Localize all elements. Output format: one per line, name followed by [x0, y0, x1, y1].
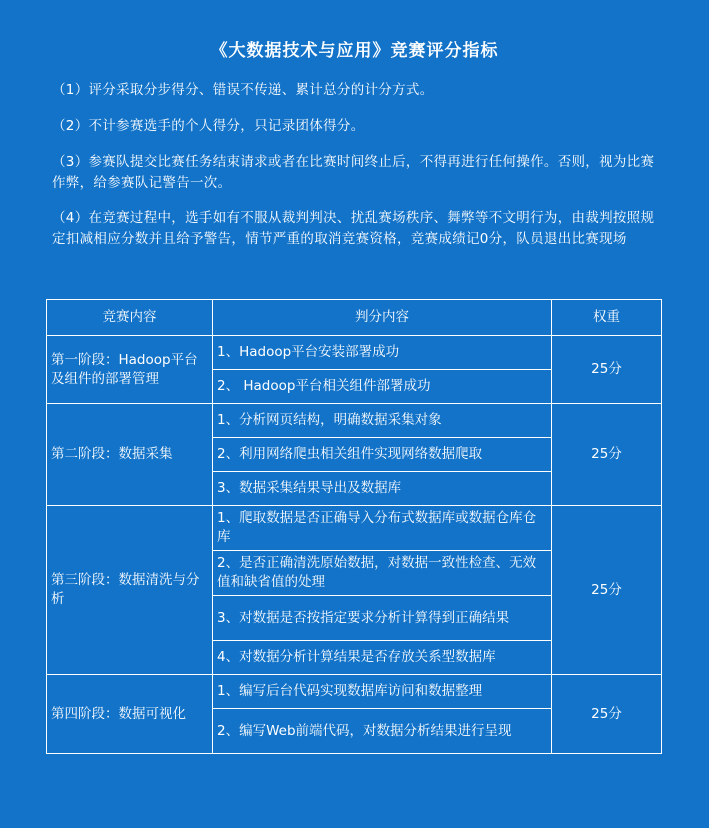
stage-2-criterion-3: 3、数据采集结果导出及数据库 — [213, 472, 552, 506]
rule-4: （4）在竞赛过程中，选手如有不服从裁判判决、扰乱赛场秩序、舞弊等不文明行为，由裁判按照规定扣减相应分数并且给予警告，情节严重的取消竞赛资格，竞赛成绩记0分，队员退出比赛现场 — [52, 210, 655, 247]
stage-2-name: 第二阶段：数据采集 — [47, 404, 213, 506]
document-title: 《大数据技术与应用》竞赛评分指标 — [210, 41, 499, 61]
stage-3-criterion-3: 3、对数据是否按指定要求分析计算得到正确结果 — [213, 596, 552, 641]
stage-1-criterion-2: 2、 Hadoop平台相关组件部署成功 — [213, 370, 552, 404]
header-competition-content: 竞赛内容 — [47, 300, 213, 336]
table-row — [47, 675, 662, 709]
table-row — [47, 336, 662, 370]
rule-1: （1）评分采取分步得分、错误不传递、累计总分的计分方式。 — [52, 82, 434, 98]
stage-1-criterion-1: 1、Hadoop平台安装部署成功 — [213, 336, 552, 370]
stage-4-criterion-1: 1、编写后台代码实现数据库访问和数据整理 — [213, 675, 552, 709]
stage-2-weight: 25分 — [552, 404, 662, 506]
stage-1-weight: 25分 — [552, 336, 662, 404]
stage-4-name: 第四阶段：数据可视化 — [47, 675, 213, 754]
header-scoring-content: 判分内容 — [213, 300, 552, 336]
table-row — [47, 506, 662, 551]
scoring-table — [46, 299, 662, 754]
stage-2-criterion-1: 1、分析网页结构，明确数据采集对象 — [213, 404, 552, 438]
stage-3-criterion-4: 4、对数据分析计算结果是否存放关系型数据库 — [213, 641, 552, 675]
header-weight: 权重 — [552, 300, 662, 336]
rule-2: （2）不计参赛选手的个人得分，只记录团体得分。 — [52, 118, 365, 134]
stage-4-criterion-2: 2、编写Web前端代码，对数据分析结果进行呈现 — [213, 709, 552, 754]
stage-3-criterion-2: 2、是否正确清洗原始数据，对数据一致性检查、无效值和缺省值的处理 — [213, 551, 552, 596]
stage-3-criterion-1: 1、爬取数据是否正确导入分布式数据库或数据仓库仓库 — [213, 506, 552, 551]
stage-1-name: 第一阶段：Hadoop平台及组件的部署管理 — [47, 336, 213, 404]
table-header-row — [47, 300, 662, 336]
rule-3: （3）参赛队提交比赛任务结束请求或者在比赛时间终止后，不得再进行任何操作。否则，视为比赛作弊，给参赛队记警告一次。 — [52, 154, 655, 191]
stage-2-criterion-2: 2、利用网络爬虫相关组件实现网络数据爬取 — [213, 438, 552, 472]
stage-4-weight: 25分 — [552, 675, 662, 754]
stage-3-name: 第三阶段：数据清洗与分析 — [47, 506, 213, 675]
table-row — [47, 404, 662, 438]
stage-3-weight: 25分 — [552, 506, 662, 675]
